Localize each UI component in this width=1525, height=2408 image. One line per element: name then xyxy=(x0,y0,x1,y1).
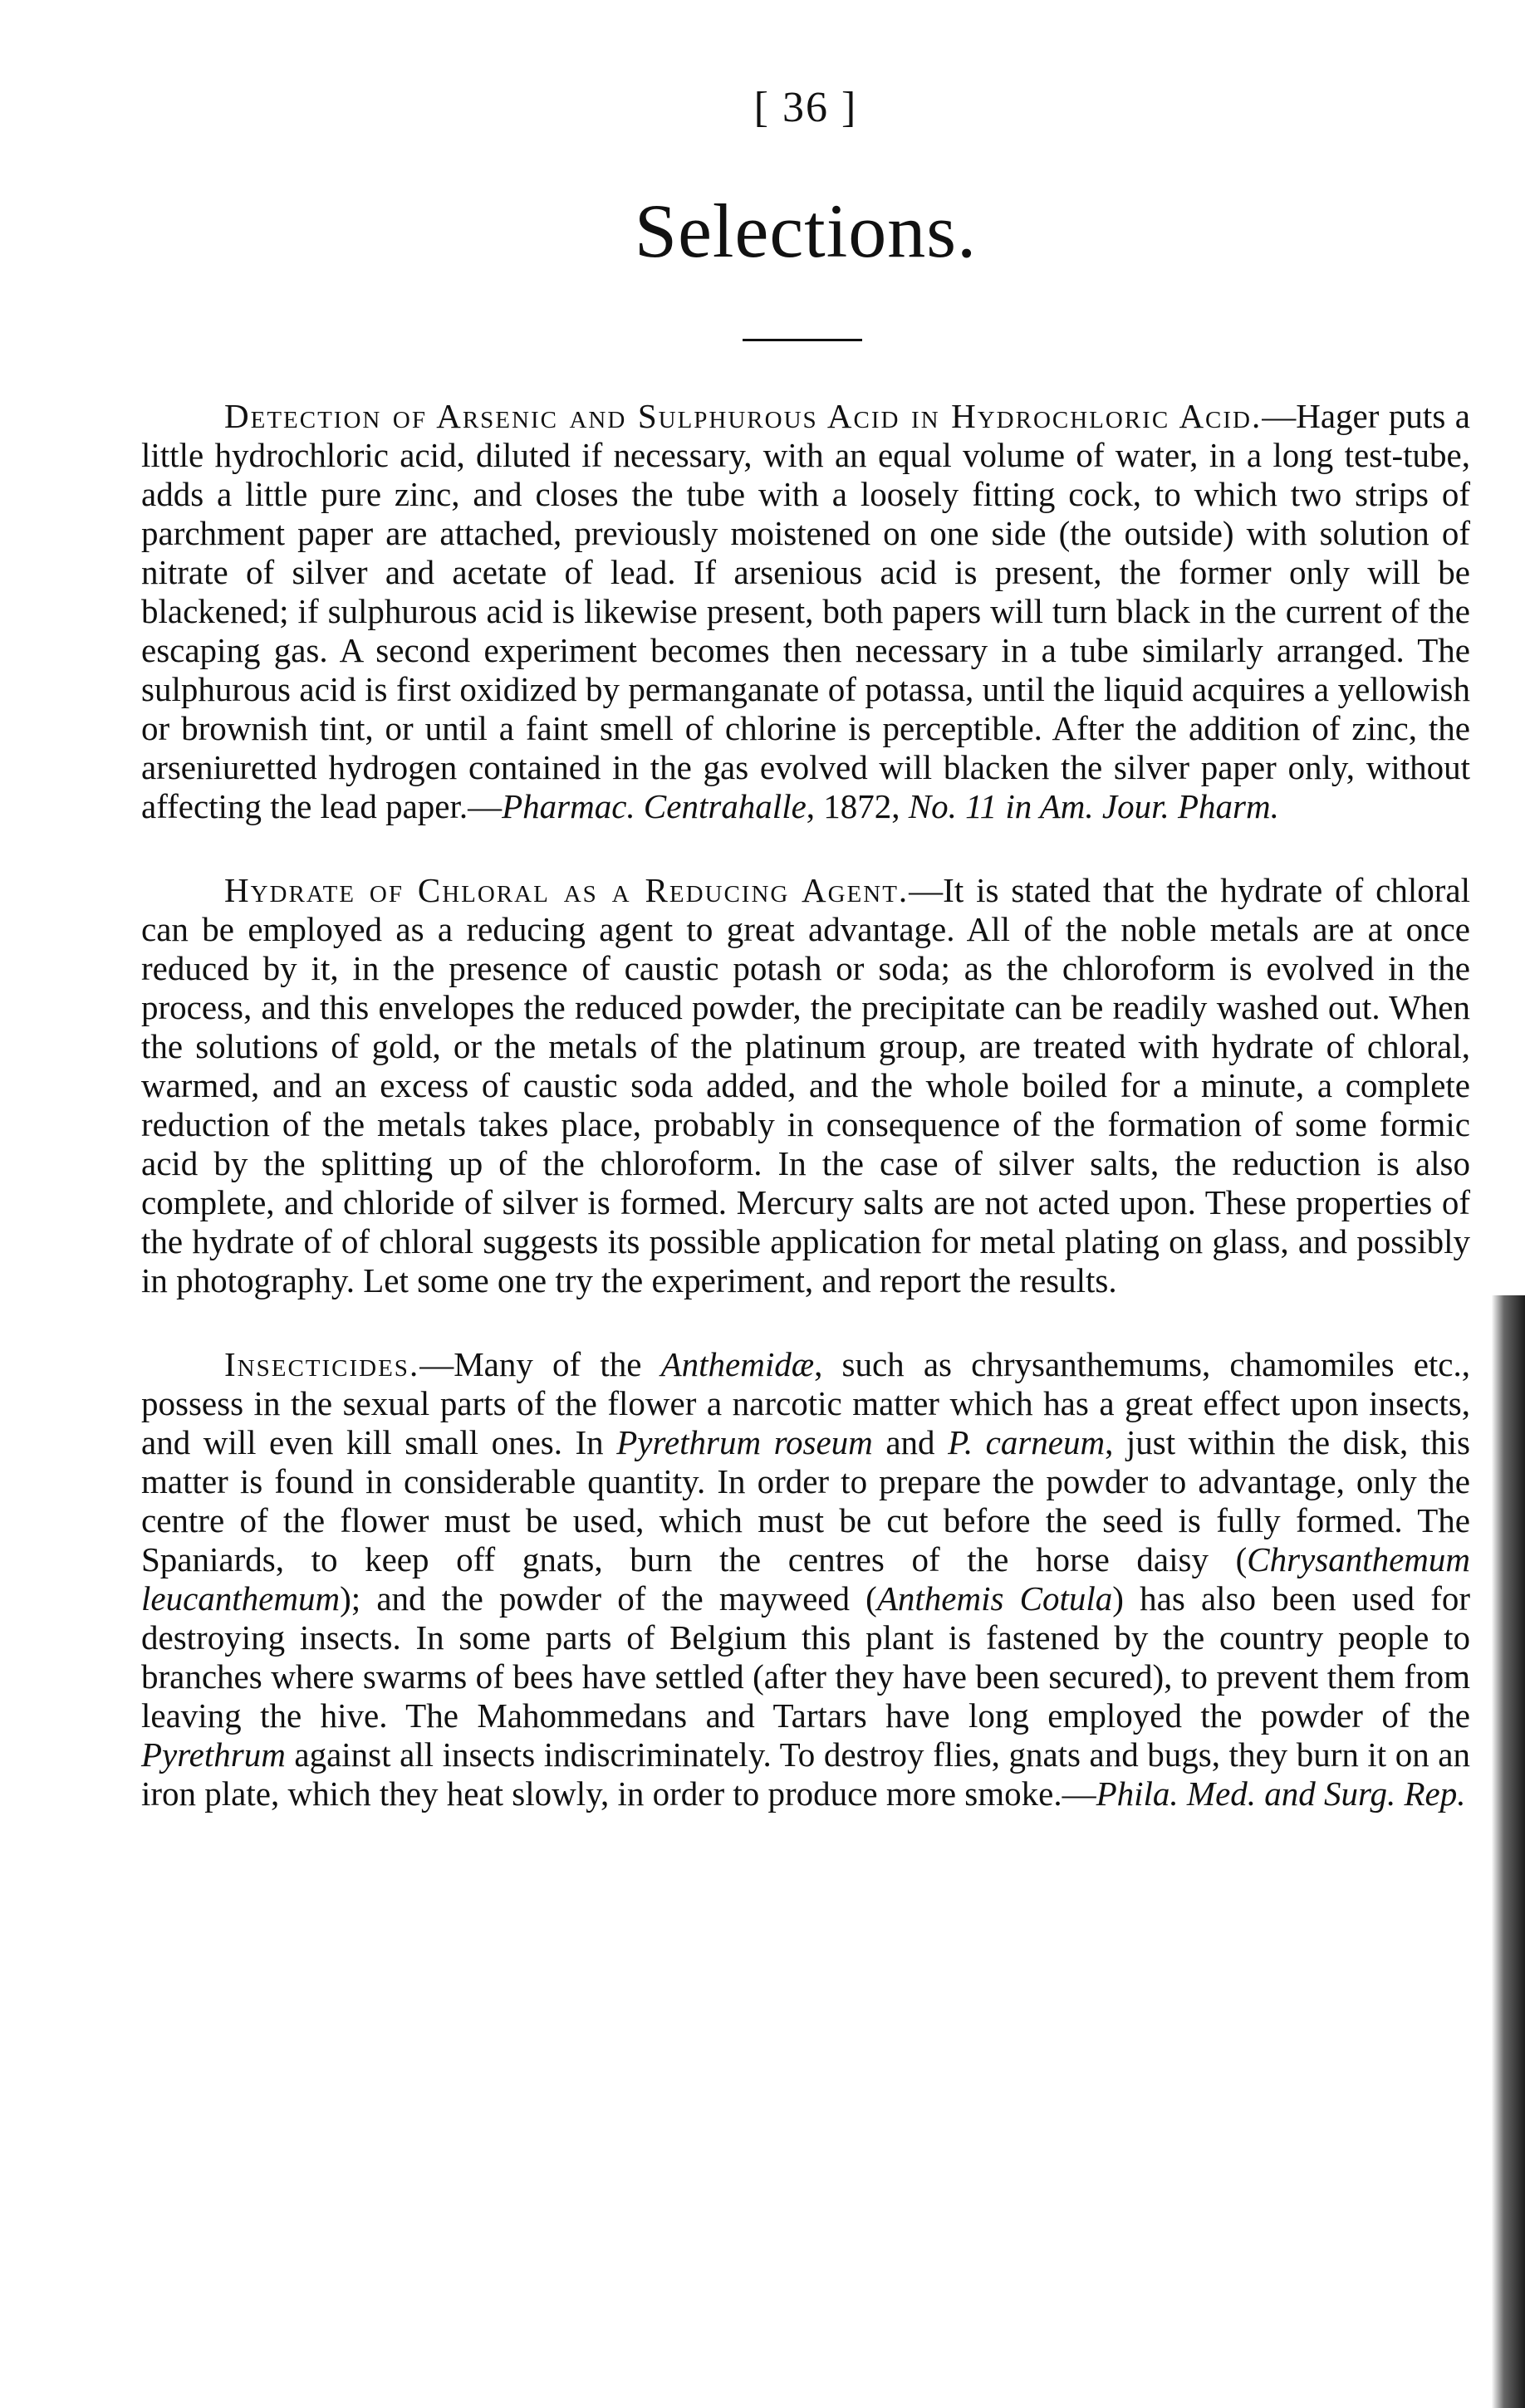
title-rule xyxy=(743,339,862,341)
article-heading: Hydrate of Chloral as a Reducing Agent. xyxy=(224,871,910,909)
taxon-name: Chrysanthemum leucanthemum xyxy=(141,1540,1470,1618)
article-body: —Hager puts a little hydrochloric acid, diluted if necessary, with an equal volume of water, in a long test-tube, adds a little pure zinc, and closes the tube with a loosely fitting cock, to which two strips of parchment paper are attached, previously moistened on one side (the outside) with solution of nitrate of silver and acetate of lead. If arsenious acid is present, the former only will be blackened; if sulphurous acid is likewise present, both papers will turn black in the current of the escaping gas. A second experiment becomes then necessary in a tube similarly arranged. The sulphurous acid is first oxidized by permanganate of potassa, until the liquid acquires a yellowish or brownish tint, or until a faint smell of chlorine is perceptible. After the addition of zinc, the arseniuretted hydrogen contained in the gas evolved will blacken the silver paper only, without affecting the lead paper.— xyxy=(141,397,1470,825)
article-body: , just within the disk, this matter is found in considerable quantity. In order to prepare the powder to advantage, only the centre of the flower must be used, which must be cut before the seed is fully formed. The Spaniards, to keep off gnats, burn the centres of the horse daisy ( xyxy=(141,1423,1470,1578)
taxon-name: P. carneum xyxy=(948,1423,1106,1461)
article-arsenic-detection xyxy=(141,397,1470,826)
article-insecticides xyxy=(141,1345,1470,1813)
article-body: —Many of the xyxy=(419,1345,661,1383)
article-heading: Detection of Arsenic and Sulphurous Acid in Hydrochloric Acid. xyxy=(224,397,1263,435)
article-body: —It is stated that the hydrate of chloral can be employed as a reducing agent to great advantage. All of the noble metals are at once reduced by it, in the presence of caustic potash or soda; as the chloroform is evolved in the process, and this envelopes the reduced powder, the precipitate can be readily washed out. When the solutions of gold, or the metals of the platinum group, are treated with hydrate of chloral, warmed, and an excess of caustic soda added, and the whole boiled for a minute, a complete reduction of the metals takes place, probably in consequence of the formation of some formic acid by the splitting up of the chloroform. In the case of silver salts, the reduction is also complete, and chloride of silver is formed. Mercury salts are not acted upon. These properties of the hydrate of of chloral suggests its possible application for metal plating on glass, and possibly in photography. Let some one try the experiment, and report the results. xyxy=(141,871,1470,1299)
article-source: Phila. Med. and Surg. Rep. xyxy=(1096,1774,1466,1813)
articles xyxy=(141,397,1470,1858)
article-body: , such as chrysanthemums, chamomiles etc., possess in the sexual parts of the flower a narcotic matter which has a great effect upon insects, and will even kill small ones. In xyxy=(141,1345,1470,1461)
article-source: Pharmac. Centrahalle xyxy=(502,787,807,825)
article-source: No. 11 in Am. Jour. Pharm. xyxy=(908,787,1279,825)
taxon-name: Pyrethrum xyxy=(141,1735,286,1774)
taxon-name: Anthemidæ xyxy=(660,1345,815,1383)
page-edge-shadow xyxy=(1478,1295,1525,2408)
article-body: ) has also been used for destroying insects. In some parts of Belgium this plant is fastened by the country people to branches where swarms of bees have settled (after they have been secured), to prevent them from leaving the hive. The Mahommedans and Tartars have long employed the powder of the xyxy=(141,1579,1471,1735)
article-body: ); and the powder of the mayweed ( xyxy=(340,1579,877,1618)
article-heading: Insecticides. xyxy=(224,1345,420,1383)
article-body: , 1872, xyxy=(806,787,909,825)
article-chloral-hydrate xyxy=(141,871,1470,1300)
taxon-name: Pyrethrum roseum xyxy=(616,1423,873,1461)
article-body: against all insects indiscriminately. To destroy flies, gnats and bugs, they burn it on an iron plate, which they heat slowly, in order to produce more smoke.— xyxy=(141,1735,1470,1813)
page-title: Selections. xyxy=(634,188,978,273)
page-number: [ 36 ] xyxy=(753,84,858,131)
article-body: and xyxy=(872,1423,949,1461)
taxon-name: Anthemis Cotula xyxy=(876,1579,1113,1618)
